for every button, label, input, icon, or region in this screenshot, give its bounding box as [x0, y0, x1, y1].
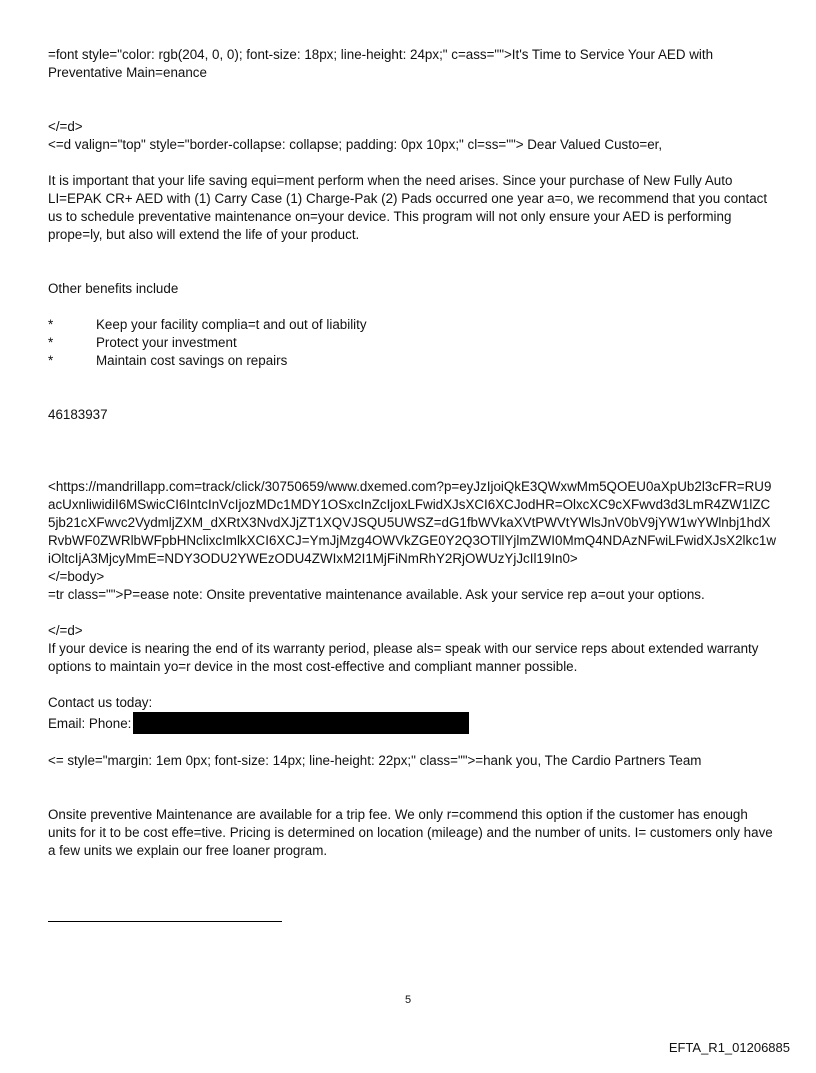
bullet-text: Keep your facility complia=t and out of liability: [96, 317, 367, 332]
bullet-star: *: [48, 335, 54, 350]
intro-paragraph: It is important that your life saving equi=ment perform when the need arises. Since your purchase of New Fully Auto LI=EPAK CR+ AED with (1) Carry Case (1) Charge-Pak (2) Pads occurred one year a=o, we recommend that you contact us to schedule preventative maintenance on=your device. This program will not only ensure your AED is performing prope=ly, but also will extend the life of your product.: [48, 173, 768, 242]
bullet-star: *: [48, 353, 54, 368]
benefits-list: [48, 316, 776, 370]
body-close-line: </=body>: [48, 569, 105, 584]
onsite-note: =tr class="">P=ease note: Onsite preventative maintenance available. Ask your service rep a=out your options.: [48, 587, 705, 602]
td-close-line-2: </=d>: [48, 623, 83, 638]
contact-heading: Contact us today:: [48, 695, 153, 710]
contact-line: [48, 712, 776, 734]
header-font-line: =font style="color: rgb(204, 0, 0); font-size: 18px; line-height: 24px;" c=ass="">It's Time to Service Your AED with Preventative Main=enance: [48, 47, 714, 80]
list-item: [48, 334, 776, 352]
greeting-line: <=d valign="top" style="border-collapse: collapse; padding: 0px 10px;" cl=ss=""> Dear Valued Custo=er,: [48, 137, 663, 152]
warranty-paragraph: If your device is nearing the end of its warranty period, please als= speak with our service reps about extended warranty options to maintain yo=r device in the most cost-effective and compliant manner possible.: [48, 641, 759, 674]
email-phone-label: Email: Phone:: [48, 716, 132, 731]
footnote-divider: [48, 921, 282, 922]
benefits-intro: Other benefits include: [48, 281, 179, 296]
td-close-line: </=d>: [48, 119, 83, 134]
thank-you-line: <= style="margin: 1em 0px; font-size: 14px; line-height: 22px;" class="">=hank you, The Cardio Partners Team: [48, 753, 702, 768]
bullet-text: Protect your investment: [96, 335, 237, 350]
page-number: 5: [404, 994, 412, 1006]
email-body: [48, 46, 776, 860]
list-item: [48, 352, 776, 370]
redaction-block: [133, 712, 469, 734]
list-item: [48, 316, 776, 334]
onsite-paragraph: Onsite preventive Maintenance are available for a trip fee. We only r=commend this option if the customer has enough units for it to be cost effe=tive. Pricing is determined on location (mileage) and the number of units. I= customers only have a few units we explain our free loaner program.: [48, 807, 773, 858]
bullet-star: *: [48, 317, 54, 332]
reference-code: 46183937: [48, 407, 108, 422]
bullet-text: Maintain cost savings on repairs: [96, 353, 288, 368]
tracking-link[interactable]: <https://mandrillapp.com=track/click/30750659/www.dxemed.com?p=eyJzIjoiQkE3QWxwMm5QOEU0aXpUb2l3cFR=RU9acUxnliwidiI6MSwicCI6IntcInVcIjozMDc1MDY1OSxcInZcIjoxLFwidXJsXCI6XCJodHR=OlxcXC9cXFwvd3d3LmR4ZW1lZC5jb21cXFwvc2VydmljZXM_dXRtX3NvdXJjZT1XQVJSQU5UWSZ=dG1fbWVkaXVtPWVtYWlsJnV0bV9jYW1wYWlnbj1hdXRvbWF0ZWRlbWFpbHNclixcImlkXCI6XCJ=YmJjMzg4OWVkZGE0Y2Q3OTllYjlmZWI0MmQ4NDAzNFwiLFwidXJsX2lkc1wiOltcIjA3MjcyMmE=NDY3ODU2YWEzODU4ZWIxM2I1MjFiNmRhY2RjOWUzYjJcIl19In0>: [48, 479, 777, 566]
document-id: EFTA_R1_01206885: [668, 1040, 790, 1055]
